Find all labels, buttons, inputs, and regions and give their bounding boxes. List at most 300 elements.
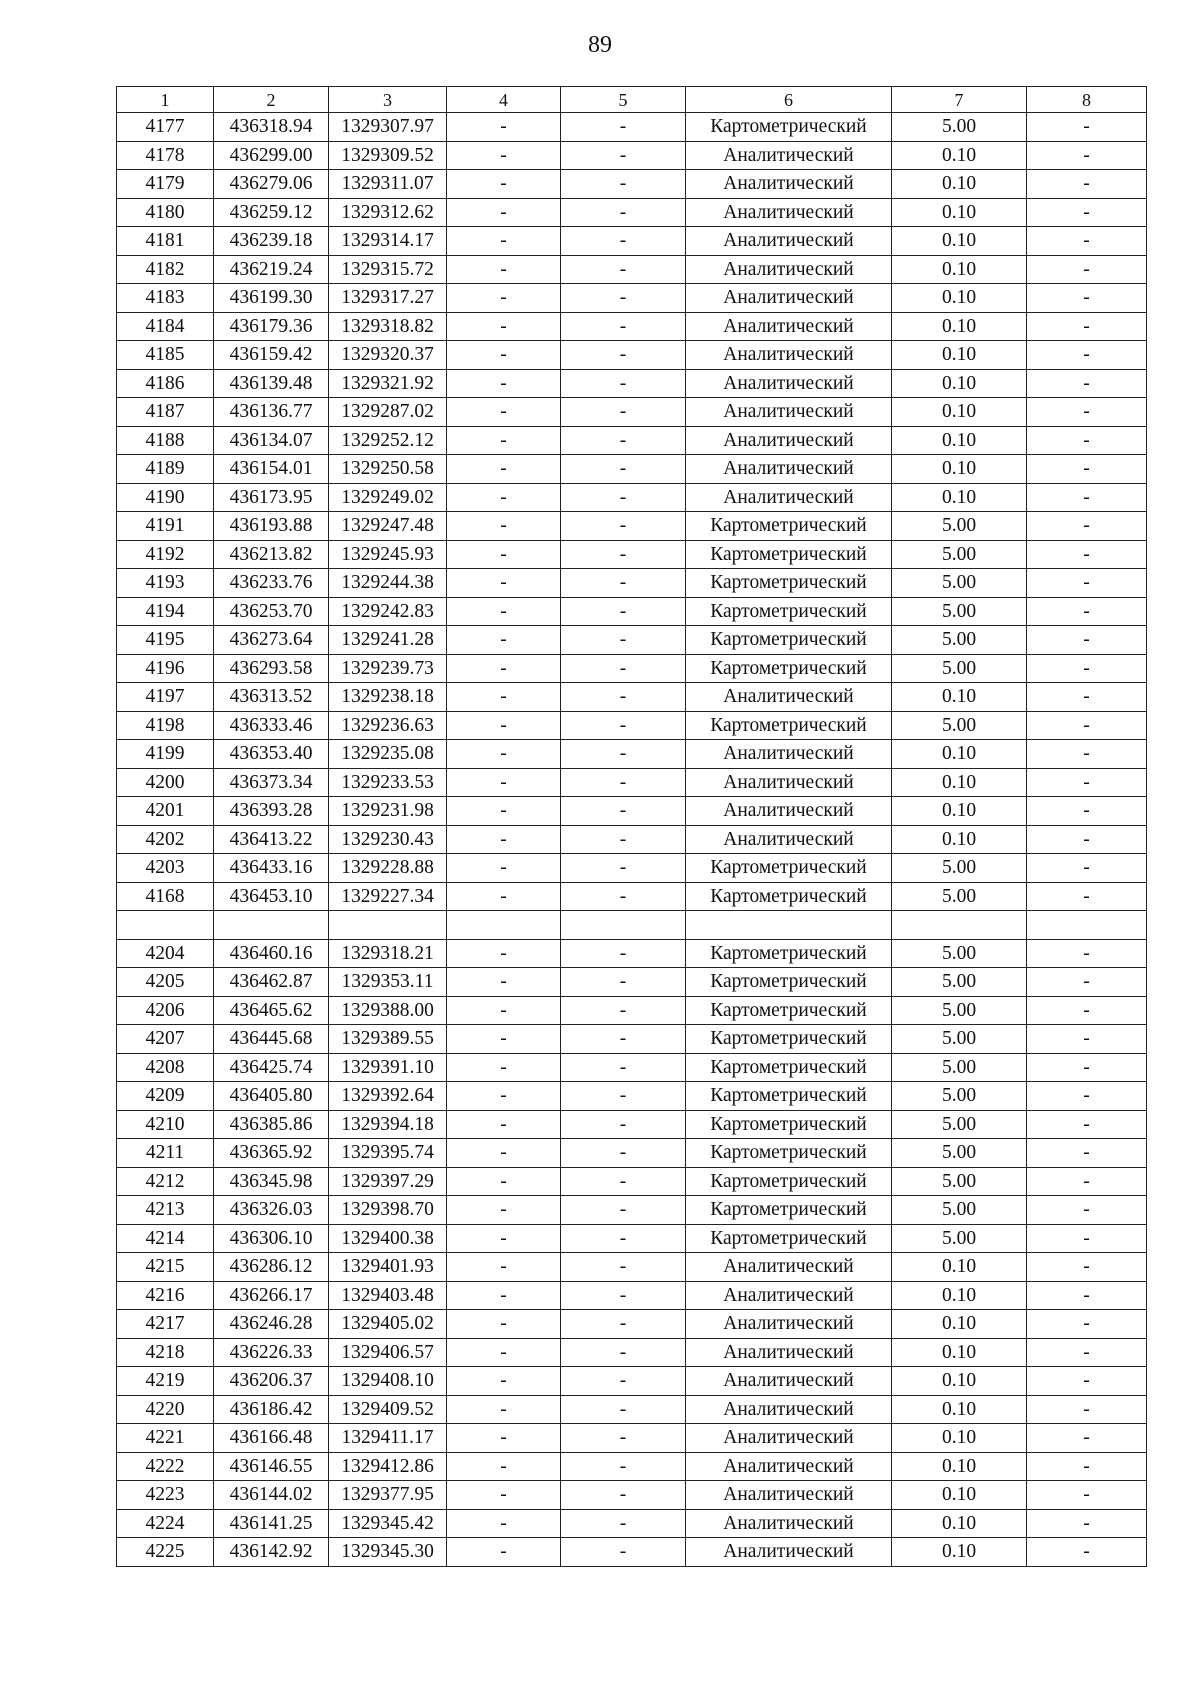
accuracy-cell: 0.10: [892, 1367, 1027, 1396]
accuracy-cell: 5.00: [892, 882, 1027, 911]
col8-cell: -: [1027, 1196, 1147, 1225]
col8-cell: -: [1027, 227, 1147, 256]
method-cell: Аналитический: [686, 1395, 892, 1424]
method-cell: Аналитический: [686, 1452, 892, 1481]
point-number-cell: 4209: [117, 1082, 214, 1111]
y-coordinate-cell: 1329311.07: [329, 170, 447, 199]
table-row: [117, 198, 1147, 227]
col8-cell: -: [1027, 569, 1147, 598]
x-coordinate-cell: 436193.88: [214, 512, 329, 541]
column-header: 7: [892, 87, 1027, 113]
y-coordinate-cell: 1329241.28: [329, 626, 447, 655]
point-number-cell: 4224: [117, 1509, 214, 1538]
y-coordinate-cell: 1329345.30: [329, 1538, 447, 1567]
x-coordinate-cell: 436199.30: [214, 284, 329, 313]
table-row: [117, 1053, 1147, 1082]
accuracy-cell: 0.10: [892, 426, 1027, 455]
accuracy-cell: 5.00: [892, 1110, 1027, 1139]
x-coordinate-cell: 436318.94: [214, 113, 329, 142]
point-number-cell: 4214: [117, 1224, 214, 1253]
accuracy-cell: 0.10: [892, 398, 1027, 427]
col4-cell: -: [447, 1310, 561, 1339]
x-coordinate-cell: 436333.46: [214, 711, 329, 740]
point-number-cell: 4217: [117, 1310, 214, 1339]
method-cell: Аналитический: [686, 341, 892, 370]
col8-cell: -: [1027, 1167, 1147, 1196]
x-coordinate-cell: 436166.48: [214, 1424, 329, 1453]
table-row: [117, 1310, 1147, 1339]
table-row: [117, 683, 1147, 712]
x-coordinate-cell: 436465.62: [214, 996, 329, 1025]
point-number-cell: 4199: [117, 740, 214, 769]
point-number-cell: 4184: [117, 312, 214, 341]
table-row: [117, 284, 1147, 313]
method-cell: Аналитический: [686, 426, 892, 455]
col8-cell: -: [1027, 113, 1147, 142]
accuracy-cell: 5.00: [892, 996, 1027, 1025]
x-coordinate-cell: 436186.42: [214, 1395, 329, 1424]
y-coordinate-cell: [329, 911, 447, 940]
col5-cell: -: [561, 1481, 686, 1510]
method-cell: Картометрический: [686, 1025, 892, 1054]
col4-cell: -: [447, 1139, 561, 1168]
x-coordinate-cell: 436213.82: [214, 540, 329, 569]
y-coordinate-cell: 1329345.42: [329, 1509, 447, 1538]
col8-cell: -: [1027, 198, 1147, 227]
x-coordinate-cell: 436142.92: [214, 1538, 329, 1567]
y-coordinate-cell: 1329231.98: [329, 797, 447, 826]
point-number-cell: 4178: [117, 141, 214, 170]
col4-cell: -: [447, 1424, 561, 1453]
col4-cell: -: [447, 711, 561, 740]
col8-cell: -: [1027, 483, 1147, 512]
y-coordinate-cell: 1329287.02: [329, 398, 447, 427]
table-row: [117, 455, 1147, 484]
col5-cell: -: [561, 1395, 686, 1424]
point-number-cell: 4208: [117, 1053, 214, 1082]
x-coordinate-cell: 436134.07: [214, 426, 329, 455]
method-cell: Картометрический: [686, 569, 892, 598]
accuracy-cell: 5.00: [892, 540, 1027, 569]
col8-cell: -: [1027, 654, 1147, 683]
method-cell: Картометрический: [686, 1110, 892, 1139]
accuracy-cell: 0.10: [892, 1310, 1027, 1339]
col8-cell: -: [1027, 369, 1147, 398]
point-number-cell: 4220: [117, 1395, 214, 1424]
coordinates-table: [116, 86, 1147, 1567]
table-row: [117, 740, 1147, 769]
y-coordinate-cell: 1329236.63: [329, 711, 447, 740]
col4-cell: -: [447, 797, 561, 826]
col4-cell: -: [447, 854, 561, 883]
y-coordinate-cell: 1329405.02: [329, 1310, 447, 1339]
accuracy-cell: 0.10: [892, 1395, 1027, 1424]
col8-cell: -: [1027, 768, 1147, 797]
col5-cell: -: [561, 683, 686, 712]
x-coordinate-cell: 436326.03: [214, 1196, 329, 1225]
y-coordinate-cell: 1329252.12: [329, 426, 447, 455]
table-row: [117, 341, 1147, 370]
col8-cell: -: [1027, 1053, 1147, 1082]
col5-cell: -: [561, 483, 686, 512]
point-number-cell: 4183: [117, 284, 214, 313]
method-cell: Аналитический: [686, 312, 892, 341]
point-number-cell: 4219: [117, 1367, 214, 1396]
col4-cell: -: [447, 341, 561, 370]
col5-cell: -: [561, 1538, 686, 1567]
x-coordinate-cell: 436353.40: [214, 740, 329, 769]
method-cell: Картометрический: [686, 854, 892, 883]
col5-cell: -: [561, 540, 686, 569]
y-coordinate-cell: 1329398.70: [329, 1196, 447, 1225]
y-coordinate-cell: 1329412.86: [329, 1452, 447, 1481]
x-coordinate-cell: 436159.42: [214, 341, 329, 370]
col5-cell: -: [561, 882, 686, 911]
x-coordinate-cell: 436313.52: [214, 683, 329, 712]
col5-cell: -: [561, 1053, 686, 1082]
col4-cell: -: [447, 255, 561, 284]
y-coordinate-cell: 1329242.83: [329, 597, 447, 626]
table-row: [117, 1452, 1147, 1481]
x-coordinate-cell: 436413.22: [214, 825, 329, 854]
point-number-cell: 4190: [117, 483, 214, 512]
method-cell: Аналитический: [686, 398, 892, 427]
y-coordinate-cell: 1329395.74: [329, 1139, 447, 1168]
col5-cell: -: [561, 170, 686, 199]
col4-cell: -: [447, 483, 561, 512]
table-row: [117, 1110, 1147, 1139]
y-coordinate-cell: 1329312.62: [329, 198, 447, 227]
accuracy-cell: 0.10: [892, 1481, 1027, 1510]
y-coordinate-cell: 1329247.48: [329, 512, 447, 541]
point-number-cell: 4215: [117, 1253, 214, 1282]
col5-cell: -: [561, 198, 686, 227]
col8-cell: -: [1027, 740, 1147, 769]
column-header: 5: [561, 87, 686, 113]
accuracy-cell: 0.10: [892, 483, 1027, 512]
y-coordinate-cell: 1329250.58: [329, 455, 447, 484]
col5-cell: -: [561, 597, 686, 626]
point-number-cell: 4213: [117, 1196, 214, 1225]
column-header: 8: [1027, 87, 1147, 113]
col8-cell: -: [1027, 398, 1147, 427]
col8-cell: -: [1027, 626, 1147, 655]
col4-cell: -: [447, 768, 561, 797]
method-cell: Картометрический: [686, 1082, 892, 1111]
table-row: [117, 711, 1147, 740]
col5-cell: -: [561, 968, 686, 997]
accuracy-cell: 5.00: [892, 1053, 1027, 1082]
point-number-cell: 4206: [117, 996, 214, 1025]
x-coordinate-cell: 436445.68: [214, 1025, 329, 1054]
col8-cell: -: [1027, 1082, 1147, 1111]
col8-cell: -: [1027, 512, 1147, 541]
y-coordinate-cell: 1329411.17: [329, 1424, 447, 1453]
col5-cell: -: [561, 1253, 686, 1282]
col5-cell: -: [561, 426, 686, 455]
y-coordinate-cell: 1329314.17: [329, 227, 447, 256]
col5-cell: -: [561, 1424, 686, 1453]
table-row: [117, 512, 1147, 541]
accuracy-cell: 5.00: [892, 711, 1027, 740]
col8-cell: -: [1027, 683, 1147, 712]
col4-cell: -: [447, 1053, 561, 1082]
x-coordinate-cell: 436233.76: [214, 569, 329, 598]
table-row: [117, 426, 1147, 455]
col4-cell: -: [447, 398, 561, 427]
x-coordinate-cell: 436136.77: [214, 398, 329, 427]
col4-cell: -: [447, 141, 561, 170]
point-number-cell: 4188: [117, 426, 214, 455]
method-cell: Аналитический: [686, 1281, 892, 1310]
y-coordinate-cell: 1329238.18: [329, 683, 447, 712]
x-coordinate-cell: 436373.34: [214, 768, 329, 797]
table-row: [117, 1367, 1147, 1396]
col5-cell: -: [561, 1139, 686, 1168]
point-number-cell: [117, 911, 214, 940]
col5-cell: -: [561, 1367, 686, 1396]
col4-cell: -: [447, 1253, 561, 1282]
y-coordinate-cell: 1329239.73: [329, 654, 447, 683]
table-row: [117, 1082, 1147, 1111]
table-row: [117, 540, 1147, 569]
accuracy-cell: 0.10: [892, 1281, 1027, 1310]
table-row: [117, 1224, 1147, 1253]
header-row: [117, 87, 1147, 113]
method-cell: Аналитический: [686, 284, 892, 313]
x-coordinate-cell: 436462.87: [214, 968, 329, 997]
col4-cell: -: [447, 198, 561, 227]
col8-cell: -: [1027, 825, 1147, 854]
col4-cell: -: [447, 170, 561, 199]
method-cell: Аналитический: [686, 1509, 892, 1538]
point-number-cell: 4196: [117, 654, 214, 683]
accuracy-cell: 5.00: [892, 597, 1027, 626]
method-cell: Аналитический: [686, 255, 892, 284]
table-row: [117, 1538, 1147, 1567]
method-cell: Аналитический: [686, 170, 892, 199]
point-number-cell: 4203: [117, 854, 214, 883]
col8-cell: -: [1027, 341, 1147, 370]
col4-cell: -: [447, 426, 561, 455]
method-cell: Аналитический: [686, 1338, 892, 1367]
col8-cell: -: [1027, 284, 1147, 313]
table-row: [117, 911, 1147, 940]
col5-cell: -: [561, 1452, 686, 1481]
col8-cell: -: [1027, 1395, 1147, 1424]
col4-cell: -: [447, 1452, 561, 1481]
x-coordinate-cell: [214, 911, 329, 940]
point-number-cell: 4177: [117, 113, 214, 142]
method-cell: Картометрический: [686, 1053, 892, 1082]
method-cell: Картометрический: [686, 1139, 892, 1168]
method-cell: Аналитический: [686, 768, 892, 797]
col5-cell: -: [561, 768, 686, 797]
x-coordinate-cell: 436273.64: [214, 626, 329, 655]
col8-cell: -: [1027, 1224, 1147, 1253]
point-number-cell: 4201: [117, 797, 214, 826]
point-number-cell: 4207: [117, 1025, 214, 1054]
accuracy-cell: 0.10: [892, 341, 1027, 370]
col5-cell: -: [561, 996, 686, 1025]
col5-cell: -: [561, 854, 686, 883]
table-row: [117, 255, 1147, 284]
col8-cell: -: [1027, 882, 1147, 911]
accuracy-cell: 0.10: [892, 227, 1027, 256]
col8-cell: -: [1027, 1110, 1147, 1139]
point-number-cell: 4225: [117, 1538, 214, 1567]
y-coordinate-cell: 1329244.38: [329, 569, 447, 598]
method-cell: Аналитический: [686, 455, 892, 484]
col4-cell: -: [447, 597, 561, 626]
y-coordinate-cell: 1329394.18: [329, 1110, 447, 1139]
col4-cell: -: [447, 740, 561, 769]
point-number-cell: 4223: [117, 1481, 214, 1510]
col4-cell: [447, 911, 561, 940]
table-row: [117, 1281, 1147, 1310]
col5-cell: -: [561, 740, 686, 769]
y-coordinate-cell: 1329388.00: [329, 996, 447, 1025]
accuracy-cell: 0.10: [892, 683, 1027, 712]
accuracy-cell: 5.00: [892, 626, 1027, 655]
method-cell: Аналитический: [686, 1253, 892, 1282]
point-number-cell: 4204: [117, 939, 214, 968]
col4-cell: -: [447, 1338, 561, 1367]
accuracy-cell: 0.10: [892, 1338, 1027, 1367]
accuracy-cell: 5.00: [892, 939, 1027, 968]
col8-cell: -: [1027, 1424, 1147, 1453]
accuracy-cell: 0.10: [892, 797, 1027, 826]
point-number-cell: 4181: [117, 227, 214, 256]
table-row: [117, 1424, 1147, 1453]
accuracy-cell: 0.10: [892, 740, 1027, 769]
method-cell: Картометрический: [686, 882, 892, 911]
method-cell: Аналитический: [686, 198, 892, 227]
table-row: [117, 882, 1147, 911]
col5-cell: -: [561, 939, 686, 968]
method-cell: Картометрический: [686, 996, 892, 1025]
y-coordinate-cell: 1329391.10: [329, 1053, 447, 1082]
col8-cell: -: [1027, 1338, 1147, 1367]
y-coordinate-cell: 1329403.48: [329, 1281, 447, 1310]
col4-cell: -: [447, 939, 561, 968]
col5-cell: -: [561, 341, 686, 370]
col4-cell: -: [447, 512, 561, 541]
x-coordinate-cell: 436293.58: [214, 654, 329, 683]
y-coordinate-cell: 1329249.02: [329, 483, 447, 512]
accuracy-cell: 0.10: [892, 255, 1027, 284]
table-row: [117, 113, 1147, 142]
point-number-cell: 4180: [117, 198, 214, 227]
col5-cell: -: [561, 569, 686, 598]
y-coordinate-cell: 1329401.93: [329, 1253, 447, 1282]
accuracy-cell: 0.10: [892, 1538, 1027, 1567]
col5-cell: -: [561, 1281, 686, 1310]
x-coordinate-cell: 436405.80: [214, 1082, 329, 1111]
x-coordinate-cell: 436144.02: [214, 1481, 329, 1510]
table-row: [117, 1139, 1147, 1168]
table-row: [117, 768, 1147, 797]
method-cell: Аналитический: [686, 740, 892, 769]
table-row: [117, 1253, 1147, 1282]
accuracy-cell: 0.10: [892, 141, 1027, 170]
table-row: [117, 1395, 1147, 1424]
y-coordinate-cell: 1329392.64: [329, 1082, 447, 1111]
method-cell: Аналитический: [686, 797, 892, 826]
point-number-cell: 4192: [117, 540, 214, 569]
accuracy-cell: 5.00: [892, 512, 1027, 541]
col8-cell: -: [1027, 1281, 1147, 1310]
col4-cell: -: [447, 1082, 561, 1111]
col8-cell: -: [1027, 455, 1147, 484]
col4-cell: -: [447, 1281, 561, 1310]
col4-cell: -: [447, 1395, 561, 1424]
y-coordinate-cell: 1329307.97: [329, 113, 447, 142]
point-number-cell: 4200: [117, 768, 214, 797]
column-header: 1: [117, 87, 214, 113]
x-coordinate-cell: 436433.16: [214, 854, 329, 883]
x-coordinate-cell: 436259.12: [214, 198, 329, 227]
table-row: [117, 312, 1147, 341]
col5-cell: -: [561, 797, 686, 826]
table-row: [117, 170, 1147, 199]
accuracy-cell: 5.00: [892, 569, 1027, 598]
y-coordinate-cell: 1329230.43: [329, 825, 447, 854]
point-number-cell: 4179: [117, 170, 214, 199]
point-number-cell: 4202: [117, 825, 214, 854]
y-coordinate-cell: 1329228.88: [329, 854, 447, 883]
col8-cell: -: [1027, 968, 1147, 997]
method-cell: Аналитический: [686, 1538, 892, 1567]
method-cell: Картометрический: [686, 597, 892, 626]
point-number-cell: 4182: [117, 255, 214, 284]
table-row: [117, 1481, 1147, 1510]
method-cell: Картометрический: [686, 1224, 892, 1253]
col5-cell: -: [561, 711, 686, 740]
col5-cell: -: [561, 398, 686, 427]
col4-cell: -: [447, 968, 561, 997]
method-cell: Картометрический: [686, 1167, 892, 1196]
method-cell: Аналитический: [686, 1481, 892, 1510]
table-row: [117, 483, 1147, 512]
col5-cell: -: [561, 284, 686, 313]
col8-cell: -: [1027, 939, 1147, 968]
col4-cell: -: [447, 369, 561, 398]
col5-cell: [561, 911, 686, 940]
table-row: [117, 398, 1147, 427]
accuracy-cell: 5.00: [892, 1139, 1027, 1168]
accuracy-cell: 0.10: [892, 170, 1027, 199]
col5-cell: -: [561, 626, 686, 655]
col4-cell: -: [447, 1509, 561, 1538]
col5-cell: -: [561, 113, 686, 142]
col5-cell: -: [561, 455, 686, 484]
col4-cell: -: [447, 1110, 561, 1139]
method-cell: Картометрический: [686, 540, 892, 569]
x-coordinate-cell: 436306.10: [214, 1224, 329, 1253]
y-coordinate-cell: 1329408.10: [329, 1367, 447, 1396]
col8-cell: -: [1027, 312, 1147, 341]
method-cell: Аналитический: [686, 1367, 892, 1396]
point-number-cell: 4191: [117, 512, 214, 541]
x-coordinate-cell: 436299.00: [214, 141, 329, 170]
table-row: [117, 227, 1147, 256]
method-cell: Картометрический: [686, 968, 892, 997]
col4-cell: -: [447, 284, 561, 313]
col8-cell: -: [1027, 426, 1147, 455]
col4-cell: -: [447, 1025, 561, 1054]
col5-cell: -: [561, 1310, 686, 1339]
